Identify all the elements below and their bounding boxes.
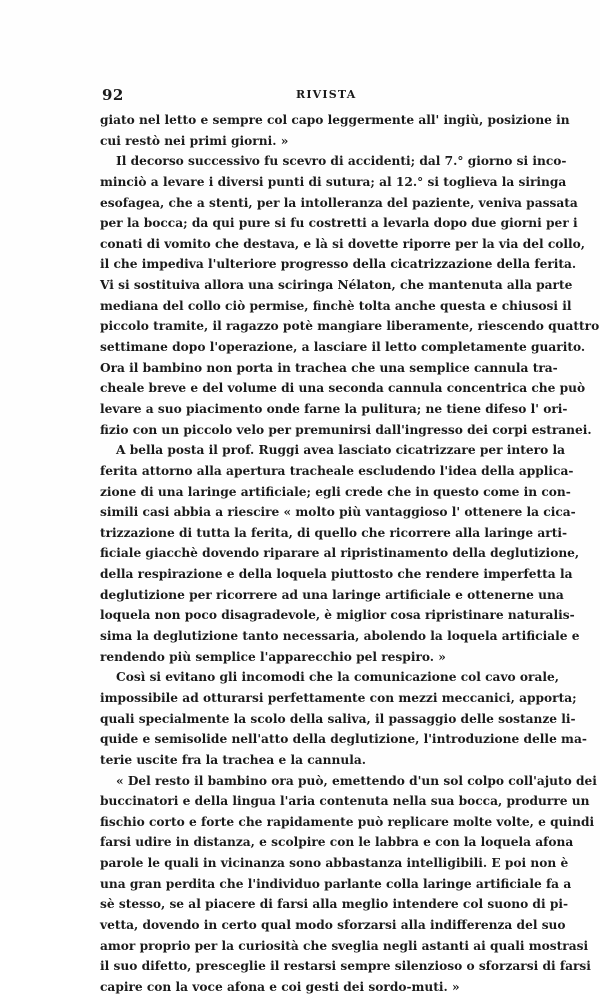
text-line: deglutizione per ricorrere ad una laringe artificiale e ottenerne una [100,587,564,602]
text-line: quide e semisolide nell'atto della deglutizione, l'introduzione delle ma- [100,732,587,747]
body-text [100,110,600,998]
text-line: farsi udire in distanza, e scolpire con le labbra e con la loquela afona [100,835,574,850]
text-line: Il decorso successivo fu scevro di accidenti; dal 7.° giorno si inco- [116,154,567,169]
text-line: sima la deglutizione tanto necessaria, abolendo la loquela artificiale e [100,629,580,644]
text-line: sè stesso, se al piacere di farsi alla meglio intendere col suono di pi- [100,897,569,912]
text-line: Vi si sostituiva allora una sciringa Nélaton, che mantenuta alla parte [100,278,573,293]
text-line: ficiale giacchè dovendo riparare al ripristinamento della deglutizione, [100,546,580,561]
text-line: ferita attorno alla apertura tracheale escludendo l'idea della applica- [100,463,574,478]
text-line: capire con la voce afona e coi gesti dei sordo-muti. » [100,979,460,994]
text-line: buccinatori e della lingua l'aria contenuta nella sua bocca, produrre un [100,794,590,809]
text-line: simili casi abbia a riescire « molto più vantaggioso l' ottenere la cica- [100,505,576,520]
text-line: della respirazione e della loquela piuttosto che rendere imperfetta la [100,567,573,582]
text-line: fischio corto e forte che rapidamente può replicare molte volte, e quindi [100,814,595,829]
text-line: impossibile ad otturarsi perfettamente con mezzi meccanici, apporta; [100,690,577,705]
page-number: 92 [102,86,124,104]
running-title: RIVISTA [296,88,357,101]
page-header [102,86,532,106]
text-line: cui restò nei primi giorni. » [100,133,289,148]
text-line: piccolo tramite, il ragazzo potè mangiare liberamente, riescendo quattro [100,319,600,334]
text-line: parole le quali in vicinanza sono abbastanza intelligibili. E poi non è [100,856,569,871]
text-line: per la bocca; da qui pure si fu costretti a levarla dopo due giorni per i [100,216,578,231]
paragraph [100,151,600,440]
text-line: minciò a levare i diversi punti di sutura; al 12.° si toglieva la siringa [100,174,567,189]
paragraph [100,771,597,998]
text-line: mediana del collo ciò permise, finchè tolta anche questa e chiusosi il [100,298,572,313]
text-line: « Del resto il bambino ora può, emettendo d'un sol colpo coll'ajuto dei [116,773,597,788]
paragraph [100,667,587,770]
text-line: cheale breve e del volume di una seconda cannula concentrica che può [100,381,586,396]
text-line: trizzazione di tutta la ferita, di quello che ricorrere alla laringe arti- [100,525,568,540]
text-line: Ora il bambino non porta in trachea che una semplice cannula tra- [100,360,558,375]
text-line: zione di una laringe artificiale; egli crede che in questo come in con- [100,484,571,499]
text-line: il che impediva l'ulteriore progresso della cicatrizzazione della ferita. [100,257,577,272]
text-line: settimane dopo l'operazione, a lasciare il letto completamente guarito. [100,340,586,355]
text-line: rendendo più semplice l'apparecchio pel respiro. » [100,649,446,664]
text-line: fizio con un piccolo velo per premunirsi dall'ingresso dei corpi estranei. [100,422,592,437]
text-line: loquela non poco disagradevole, è miglior cosa ripristinare naturalis- [100,608,575,623]
text-line: terie uscite fra la trachea e la cannula. [100,752,366,767]
text-line: una gran perdita che l'individuo parlante colla laringe artificiale fa a [100,876,572,891]
text-line: Così si evitano gli incomodi che la comunicazione col cavo orale, [116,670,559,685]
text-line: quali specialmente la scolo della saliva, il passaggio delle sostanze li- [100,711,576,726]
text-line: amor proprio per la curiosità che sveglia negli astanti ai quali mostrasi [100,938,589,953]
text-line: conati di vomito che destava, e là si dovette riporre per la via del collo, [100,236,586,251]
text-line: giato nel letto e sempre col capo leggermente all' ingiù, posizione in [100,113,570,127]
paragraph [100,110,570,151]
text-line: vetta, dovendo in certo qual modo sforzarsi alla indifferenza del suo [100,917,566,932]
text-line: esofagea, che a stenti, per la intolleranza del paziente, veniva passata [100,195,578,210]
paragraph [100,440,580,667]
text-line: il suo difetto, presceglie il restarsi sempre silenzioso o sforzarsi di farsi [100,959,591,974]
text-line: levare a suo piacimento onde farne la pulitura; ne tiene difeso l' ori- [100,401,568,416]
text-line: A bella posta il prof. Ruggi avea lasciato cicatrizzare per intero la [116,443,565,458]
